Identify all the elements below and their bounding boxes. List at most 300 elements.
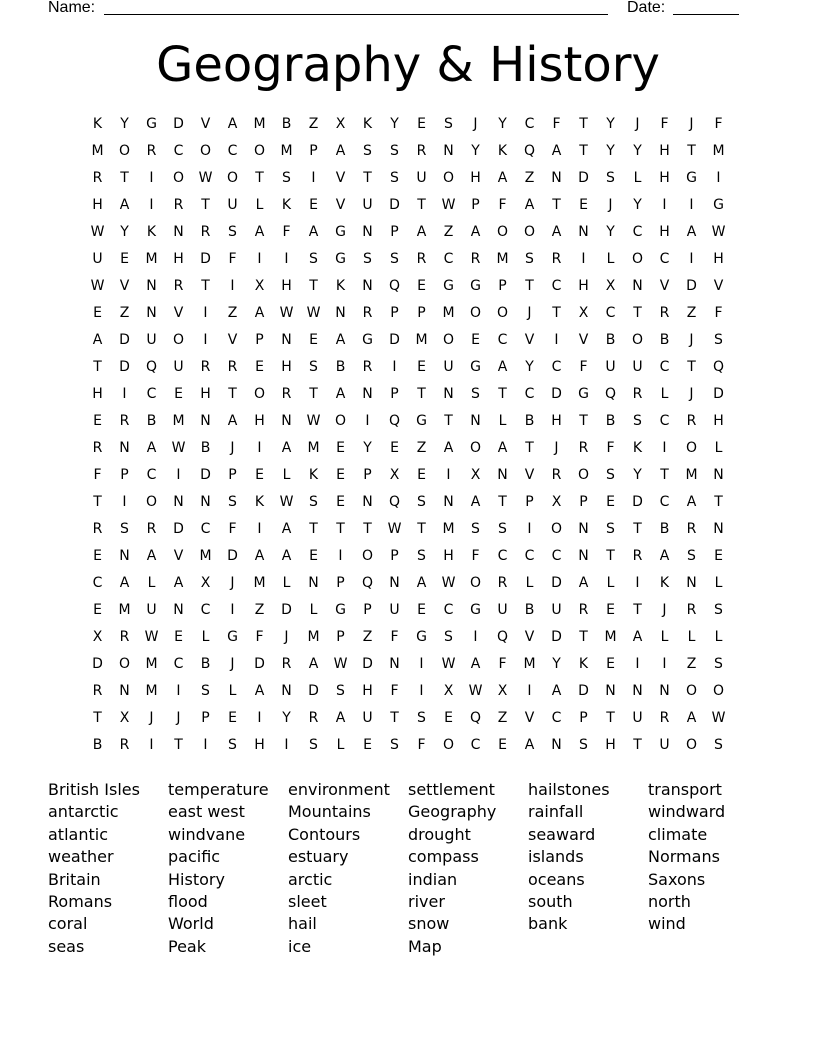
grid-letter: B [146, 413, 157, 429]
grid-letter: L [255, 197, 264, 213]
grid-letter: U [416, 170, 427, 186]
grid-letter: A [686, 494, 697, 510]
grid-letter: S [282, 170, 291, 186]
grid-letter: B [200, 656, 211, 672]
grid-letter: L [714, 629, 723, 645]
grid-letter: I [257, 710, 262, 726]
grid-letter: O [469, 440, 482, 456]
grid-letter: N [389, 575, 400, 591]
word-list-item: windward [648, 802, 726, 822]
grid-letter: N [686, 575, 697, 591]
grid-letter: T [93, 710, 102, 726]
grid-letter: X [119, 710, 130, 726]
grid-letter: C [146, 386, 157, 402]
grid-letter: E [471, 332, 480, 348]
grid-letter: R [470, 251, 481, 267]
grid-letter: A [524, 197, 535, 213]
grid-letter: P [498, 278, 507, 294]
grid-letter: E [417, 278, 426, 294]
grid-letter: R [686, 521, 697, 537]
word-list-item: indian [408, 869, 458, 889]
grid-letter: Z [416, 440, 427, 456]
grid-letter: N [578, 521, 589, 537]
grid-letter: M [253, 116, 266, 132]
grid-letter: L [525, 575, 534, 591]
grid-letter: N [443, 143, 454, 159]
grid-letter: R [200, 359, 211, 375]
grid-letter: R [659, 710, 670, 726]
grid-letter: L [336, 737, 345, 753]
grid-letter: H [605, 737, 616, 753]
grid-letter: I [419, 656, 424, 672]
grid-letter: V [173, 548, 184, 564]
grid-letter: T [687, 143, 696, 159]
grid-letter: X [389, 467, 400, 483]
grid-letter: A [335, 143, 346, 159]
grid-letter: W [144, 629, 159, 645]
grid-letter: I [635, 575, 640, 591]
word-list-item: Map [408, 936, 442, 956]
word-list-item: estuary [288, 847, 349, 867]
grid-letter: V [524, 629, 535, 645]
grid-letter: T [552, 197, 561, 213]
grid-letter: C [632, 224, 643, 240]
grid-letter: H [443, 548, 454, 564]
grid-letter: G [416, 413, 427, 429]
grid-letter: F [228, 521, 237, 537]
grid-letter: R [578, 440, 589, 456]
grid-letter: D [686, 278, 697, 294]
grid-letter: K [659, 575, 670, 591]
grid-letter: S [120, 521, 129, 537]
grid-letter: S [417, 710, 426, 726]
grid-letter: O [172, 332, 185, 348]
word-list-item: Normans [648, 847, 720, 867]
word-list-item: north [648, 892, 691, 912]
grid-letter: R [308, 710, 319, 726]
grid-letter: C [659, 413, 670, 429]
grid-letter: W [441, 656, 456, 672]
grid-letter: T [633, 737, 642, 753]
grid-letter: O [442, 737, 455, 753]
grid-letter: G [470, 602, 481, 618]
grid-letter: O [118, 143, 131, 159]
grid-letter: E [174, 386, 183, 402]
grid-letter: C [173, 656, 184, 672]
grid-letter: I [392, 359, 397, 375]
grid-letter: O [631, 251, 644, 267]
grid-letter: M [280, 143, 293, 159]
word-list-item: seaward [528, 824, 596, 844]
grid-letter: R [551, 467, 562, 483]
grid-letter: E [579, 197, 588, 213]
grid-letter: A [416, 224, 427, 240]
grid-letter: I [662, 197, 667, 213]
grid-letter: E [336, 494, 345, 510]
grid-letter: S [444, 629, 453, 645]
grid-letter: K [578, 656, 589, 672]
grid-letter: V [578, 332, 589, 348]
grid-letter: T [120, 170, 129, 186]
grid-letter: M [685, 467, 698, 483]
grid-letter: R [92, 170, 103, 186]
grid-letter: T [309, 386, 318, 402]
grid-letter: R [632, 386, 643, 402]
grid-letter: O [577, 467, 590, 483]
grid-letter: N [362, 494, 373, 510]
grid-letter: G [335, 602, 346, 618]
grid-letter: T [363, 170, 372, 186]
grid-letter: M [415, 332, 428, 348]
word-column [48, 779, 168, 958]
grid-letter: P [228, 467, 237, 483]
grid-letter: C [551, 710, 562, 726]
grid-letter: J [689, 386, 694, 402]
grid-letter: C [497, 548, 508, 564]
grid-letter: E [417, 467, 426, 483]
name-blank-line[interactable] [104, 14, 608, 15]
grid-letter: W [441, 575, 456, 591]
grid-letter: C [524, 386, 535, 402]
grid-letter: T [309, 278, 318, 294]
grid-letter: T [255, 170, 264, 186]
grid-letter: Y [471, 143, 480, 159]
grid-letter: E [390, 440, 399, 456]
word-column [648, 779, 768, 958]
grid-letter: R [578, 602, 589, 618]
grid-letter: C [659, 251, 670, 267]
grid-letter: F [498, 656, 507, 672]
grid-letter: A [686, 710, 697, 726]
grid-letter: L [660, 386, 669, 402]
grid-letter: D [578, 170, 589, 186]
grid-letter: T [714, 494, 723, 510]
word-column [168, 779, 288, 958]
word-list-item: weather [48, 847, 114, 867]
grid-letter: J [230, 575, 235, 591]
grid-letter: K [497, 143, 508, 159]
grid-letter: E [417, 359, 426, 375]
grid-letter: N [200, 413, 211, 429]
grid-letter: R [227, 359, 238, 375]
word-list-item: History [168, 869, 225, 889]
grid-letter: D [578, 683, 589, 699]
grid-letter: T [417, 197, 426, 213]
grid-letter: S [363, 143, 372, 159]
grid-letter: G [443, 278, 454, 294]
grid-letter: E [120, 251, 129, 267]
grid-letter: R [497, 575, 508, 591]
word-list-item: snow [408, 914, 450, 934]
grid-letter: I [689, 251, 694, 267]
grid-letter: B [605, 413, 616, 429]
word-list-item: environment [288, 780, 390, 799]
grid-letter: H [200, 386, 211, 402]
grid-letter: B [659, 521, 670, 537]
grid-letter: S [606, 521, 615, 537]
word-list-item: arctic [288, 869, 333, 889]
grid-letter: Y [498, 116, 507, 132]
grid-letter: V [335, 197, 346, 213]
grid-letter: M [442, 521, 455, 537]
word-list-item: hailstones [528, 780, 610, 799]
grid-letter: W [90, 224, 105, 240]
grid-letter: N [578, 224, 589, 240]
word-list-item: seas [48, 936, 85, 956]
grid-letter: C [443, 251, 454, 267]
grid-letter: W [306, 413, 321, 429]
grid-letter: O [631, 332, 644, 348]
name-label: Name: [48, 0, 96, 16]
header-line [48, 0, 768, 19]
grid-letter: A [497, 170, 508, 186]
grid-letter: J [689, 332, 694, 348]
grid-letter: U [659, 737, 670, 753]
grid-letter: S [309, 359, 318, 375]
grid-letter: Z [254, 602, 265, 618]
grid-letter: E [498, 737, 507, 753]
grid-letter: J [176, 710, 181, 726]
grid-letter: I [473, 629, 478, 645]
grid-letter: D [254, 656, 265, 672]
word-list-item: oceans [528, 869, 585, 889]
grid-letter: W [333, 656, 348, 672]
grid-letter: R [200, 224, 211, 240]
grid-letter: B [200, 440, 211, 456]
grid-letter: C [659, 359, 670, 375]
grid-letter: S [579, 737, 588, 753]
grid-letter: R [659, 305, 670, 321]
grid-letter: A [281, 440, 292, 456]
grid-letter: I [446, 467, 451, 483]
grid-letter: H [470, 170, 481, 186]
grid-letter: A [497, 440, 508, 456]
grid-letter: T [579, 116, 588, 132]
grid-letter: B [659, 332, 670, 348]
grid-letter: J [662, 602, 667, 618]
grid-letter: N [119, 548, 130, 564]
grid-letter: T [525, 278, 534, 294]
grid-letter: R [146, 143, 157, 159]
grid-letter: A [497, 359, 508, 375]
grid-letter: T [579, 629, 588, 645]
grid-letter: O [226, 170, 239, 186]
grid-letter: B [524, 413, 535, 429]
grid-letter: F [714, 305, 723, 321]
grid-letter: E [255, 467, 264, 483]
grid-letter: U [173, 359, 184, 375]
grid-letter: R [281, 656, 292, 672]
grid-letter: Y [633, 467, 642, 483]
grid-letter: A [146, 440, 157, 456]
grid-letter: Q [604, 386, 617, 402]
grid-letter: Q [469, 710, 482, 726]
grid-letter: Q [388, 413, 401, 429]
grid-letter: T [444, 413, 453, 429]
grid-letter: L [606, 575, 615, 591]
grid-letter: G [335, 251, 346, 267]
word-list-item: British Isles [48, 780, 140, 799]
grid-letter: S [714, 602, 723, 618]
word-list-item: temperature [168, 780, 269, 799]
grid-letter: F [417, 737, 426, 753]
grid-letter: R [92, 521, 103, 537]
grid-letter: D [389, 332, 400, 348]
grid-letter: M [91, 143, 104, 159]
grid-letter: C [497, 332, 508, 348]
grid-letter: O [496, 305, 509, 321]
grid-letter: F [606, 440, 615, 456]
grid-letter: J [149, 710, 154, 726]
grid-letter: N [308, 575, 319, 591]
grid-letter: S [228, 494, 237, 510]
word-list-item: flood [168, 892, 208, 912]
grid-letter: U [389, 602, 400, 618]
grid-letter: A [308, 224, 319, 240]
grid-letter: A [470, 224, 481, 240]
grid-letter: H [92, 197, 103, 213]
grid-letter: V [659, 278, 670, 294]
grid-letter: T [93, 494, 102, 510]
grid-letter: D [389, 197, 400, 213]
date-blank-line[interactable] [673, 14, 739, 15]
grid-letter: A [281, 548, 292, 564]
word-list-item: islands [528, 847, 584, 867]
grid-letter: B [92, 737, 103, 753]
grid-letter: O [523, 224, 536, 240]
grid-letter: W [279, 305, 294, 321]
grid-letter: V [119, 278, 130, 294]
grid-letter: A [92, 332, 103, 348]
grid-letter: I [176, 467, 181, 483]
grid-letter: P [525, 494, 534, 510]
grid-letter: R [119, 629, 130, 645]
grid-letter: X [497, 683, 508, 699]
word-list-item: Geography [408, 802, 497, 822]
grid-letter: S [714, 737, 723, 753]
grid-letter: U [146, 602, 157, 618]
grid-letter: C [173, 143, 184, 159]
grid-letter: B [335, 359, 346, 375]
grid-letter: P [390, 548, 399, 564]
grid-letter: T [606, 548, 615, 564]
grid-letter: I [419, 683, 424, 699]
grid-letter: B [605, 332, 616, 348]
grid-letter: S [390, 143, 399, 159]
grid-letter: G [146, 116, 157, 132]
grid-letter: N [605, 683, 616, 699]
grid-letter: H [713, 251, 724, 267]
grid-letter: F [390, 683, 399, 699]
grid-letter: I [122, 494, 127, 510]
word-list-item: antarctic [48, 802, 119, 822]
grid-letter: Z [308, 116, 319, 132]
word-list-item: atlantic [48, 824, 108, 844]
grid-letter: W [441, 197, 456, 213]
grid-letter: I [716, 170, 721, 186]
grid-letter: O [712, 683, 725, 699]
grid-letter: D [173, 521, 184, 537]
grid-letter: U [146, 332, 157, 348]
grid-letter: D [551, 386, 562, 402]
grid-letter: I [365, 413, 370, 429]
grid-letter: T [633, 521, 642, 537]
grid-letter: P [417, 305, 426, 321]
grid-letter: V [713, 278, 724, 294]
grid-letter: I [581, 251, 586, 267]
grid-letter: M [118, 602, 131, 618]
grid-letter: T [174, 737, 183, 753]
grid-letter: A [335, 386, 346, 402]
grid-letter: R [92, 683, 103, 699]
grid-letter: R [551, 251, 562, 267]
grid-letter: U [632, 710, 643, 726]
word-list-item: pacific [168, 847, 221, 867]
grid-letter: M [307, 629, 320, 645]
grid-letter: X [254, 278, 265, 294]
grid-letter: M [523, 656, 536, 672]
grid-letter: M [253, 575, 266, 591]
grid-letter: A [281, 521, 292, 537]
grid-letter: S [471, 521, 480, 537]
grid-letter: Z [362, 629, 373, 645]
grid-letter: J [473, 116, 478, 132]
grid-letter: C [200, 521, 211, 537]
grid-letter: N [146, 278, 157, 294]
grid-letter: T [579, 143, 588, 159]
grid-letter: S [336, 683, 345, 699]
grid-letter: Q [145, 359, 158, 375]
grid-letter: E [363, 737, 372, 753]
grid-letter: P [255, 332, 264, 348]
grid-letter: P [336, 575, 345, 591]
grid-letter: S [606, 170, 615, 186]
grid-letter: O [199, 143, 212, 159]
grid-letter: A [686, 224, 697, 240]
grid-letter: I [176, 683, 181, 699]
grid-letter: J [608, 197, 613, 213]
grid-letter: S [525, 251, 534, 267]
word-list-item: wind [648, 914, 686, 934]
grid-letter: O [685, 737, 698, 753]
word-list-item: compass [408, 847, 479, 867]
grid-letter: S [606, 467, 615, 483]
page-title: Geography & History [156, 37, 660, 93]
grid-letter: N [119, 683, 130, 699]
grid-letter: V [335, 170, 346, 186]
grid-letter: D [281, 602, 292, 618]
word-list-item: coral [48, 914, 88, 934]
grid-letter: F [498, 197, 507, 213]
grid-letter: M [712, 143, 725, 159]
grid-letter: N [362, 386, 373, 402]
grid-letter: L [282, 467, 291, 483]
grid-letter: T [417, 521, 426, 537]
grid-letter: U [497, 602, 508, 618]
grid-letter: A [551, 224, 562, 240]
grid-letter: O [685, 683, 698, 699]
grid-letter: D [227, 548, 238, 564]
grid-letter: J [689, 116, 694, 132]
grid-letter: N [146, 305, 157, 321]
grid-letter: H [254, 737, 265, 753]
grid-letter: Q [388, 278, 401, 294]
grid-letter: I [230, 278, 235, 294]
grid-letter: E [714, 548, 723, 564]
grid-letter: S [309, 251, 318, 267]
word-list-item: drought [408, 824, 471, 844]
grid-letter: S [390, 737, 399, 753]
